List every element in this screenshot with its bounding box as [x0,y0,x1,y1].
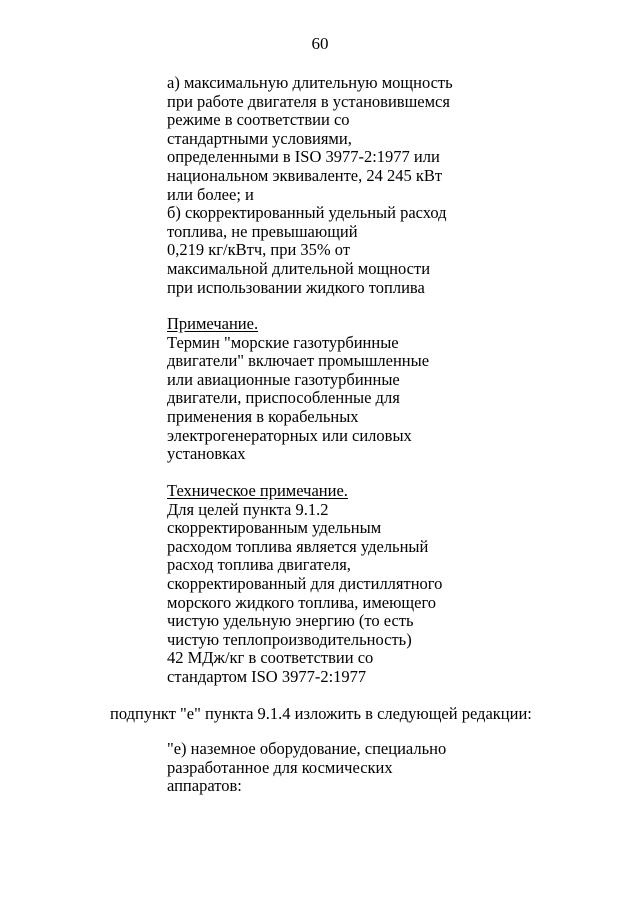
text-line: или авиационные газотурбинные [167,369,400,389]
text-line: стандартом ISO 3977-2:1977 [167,666,367,686]
text-line: при работе двигателя в установившемся [167,91,450,111]
page-number: 60 [311,34,329,53]
technical-note-heading: Техническое примечание. [167,481,348,500]
text-line: чистую удельную энергию (то есть [167,611,414,631]
note-block [167,315,467,464]
text-line: Термин "морские газотурбинные [167,332,399,352]
text-line: при использовании жидкого топлива [167,277,425,297]
subitem-e-block [167,740,467,796]
text-line: расход топлива двигателя, [167,555,351,575]
text-line: стандартными условиями, [167,128,352,148]
text-line: скорректированным удельным [167,518,382,538]
text-line: аппаратов: [167,776,242,796]
text-line: 0,219 кг/кВтч, при 35% от [167,240,351,260]
text-line: или более; и [167,184,254,204]
text-line: чистую теплопроизводительность) [167,629,412,649]
text-line: Для целей пункта 9.1.2 [167,499,329,519]
text-line: "е) наземное оборудование, специально [167,739,447,758]
text-line: топлива, не превышающий [167,221,358,241]
text-line: применения в корабельных [167,406,359,426]
text-line: установках [167,444,246,464]
text-line: расходом топлива является удельный [167,536,429,556]
text-line: разработанное для космических [167,757,393,777]
text-line: морского жидкого топлива, имеющего [167,592,437,612]
text-line: национальном эквиваленте, 24 245 кВт [167,165,443,185]
text-line: режиме в соответствии со [167,110,350,130]
text-line: б) скорректированный удельный расход [167,203,447,223]
note-heading: Примечание. [167,314,259,333]
text-line: максимальной длительной мощности [167,258,431,278]
text-line: 42 МДж/кг в соответствии со [167,648,374,668]
amendment-instruction: подпункт "е" пункта 9.1.4 изложить в следующей редакции: [110,704,532,723]
list-items-block [167,74,467,297]
text-line: скорректированный для дистиллятного [167,573,443,593]
text-line: определенными в ISO 3977-2:1977 или [167,147,440,167]
technical-note-block [167,482,467,687]
text-line: а) максимальную длительную мощность [167,73,453,92]
text-line: двигатели" включает промышленные [167,351,430,371]
text-line: электрогенераторных или силовых [167,425,412,445]
text-line: двигатели, приспособленные для [167,388,400,408]
